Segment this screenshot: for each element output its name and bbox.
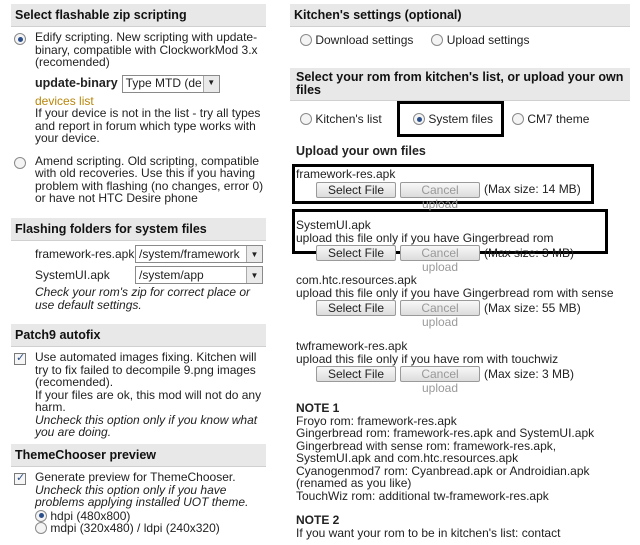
system-files-label: System files — [428, 112, 494, 126]
update-binary-value: Type MTD (de — [125, 76, 202, 91]
kitchens-list-option[interactable] — [300, 112, 382, 126]
max-size: (Max size: 3 MB) — [484, 245, 575, 260]
folder-row-systemui — [35, 266, 266, 284]
select-file-button[interactable]: Select File — [316, 300, 396, 316]
res-label: mdpi (320x480) / ldpi (240x320) — [50, 521, 220, 535]
themechooser-checkbox[interactable] — [14, 473, 26, 485]
select-file-button[interactable]: Select File — [316, 366, 396, 382]
upload-item-systemui — [296, 218, 630, 274]
note1-line: TouchWiz rom: additional tw-framework-res.apk — [296, 488, 549, 503]
res-option-mdpi — [35, 522, 266, 535]
patch9-text: Use automated images fixing. Kitchen will try to fix failed to decompile 9.png images (recomended). — [35, 350, 257, 389]
note2 — [296, 514, 630, 539]
chevron-down-icon: ▼ — [246, 267, 262, 283]
rom-select-panel — [290, 68, 630, 140]
note1-line: Froyo rom: framework-res.apk — [296, 413, 457, 428]
amend-text: Amend scripting. Old scripting, compatible with old recoveries. Use this if you having problem with flashing (no changes, error 0) or have not HTC Desire phone — [35, 153, 264, 205]
patch9-option — [11, 351, 266, 439]
update-binary-label: update-binary — [35, 76, 118, 91]
note1-line: Gingerbread with sense rom: framework-res.apk, SystemUI.apk and com.htc.resources.apk — [296, 438, 557, 465]
hdpi-radio[interactable] — [35, 510, 47, 522]
upload-list — [290, 167, 630, 395]
upload-settings-option[interactable] — [431, 33, 529, 47]
upload-title: Upload your own files — [296, 144, 426, 158]
upload-hint: upload this file only if you have Gingerbread rom with sense — [296, 285, 614, 300]
framework-folder-select[interactable] — [135, 245, 263, 263]
download-settings-option[interactable] — [300, 33, 413, 47]
themechooser-title: ThemeChooser preview — [11, 444, 266, 467]
note1-line: Cyanogenmod7 rom: Cyanbread.apk or Androidian.apk (renamed as you like) — [296, 463, 590, 490]
patch9-title: Patch9 autofix — [11, 324, 266, 347]
folders-title: Flashing folders for system files — [11, 218, 266, 241]
folder-value: /system/app — [139, 268, 204, 282]
edify-radio[interactable] — [14, 33, 26, 45]
cancel-upload-button[interactable]: Cancel upload — [400, 300, 480, 316]
folder-label: SystemUI.apk — [35, 268, 110, 282]
upload-item-framework — [296, 168, 630, 209]
cm7-theme-option[interactable] — [512, 112, 589, 126]
right-column — [290, 4, 630, 539]
zip-scripting-panel — [11, 4, 266, 210]
upload-hint: upload this file only if you have Gingerbread rom — [296, 230, 554, 245]
kitchen-settings-panel — [290, 4, 630, 60]
note1 — [296, 402, 630, 502]
res-label: hdpi (480x800) — [50, 508, 131, 523]
patch9-text2: If your files are ok, this mod will not do any harm. — [35, 387, 262, 414]
patch9-checkbox[interactable] — [14, 353, 26, 365]
note1-title: NOTE 1 — [296, 401, 340, 415]
folders-note: Check your rom's zip for correct place or use default settings. — [35, 285, 251, 312]
patch9-note: Uncheck this option only if you know what you are doing. — [35, 412, 258, 439]
rom-select-title: Select your rom from kitchen's list, or upload your own files — [290, 68, 630, 101]
folders-panel — [11, 218, 266, 318]
chevron-down-icon: ▼ — [246, 246, 262, 262]
chevron-down-icon: ▼ — [203, 76, 219, 92]
note2-text: If you want your rom to be in kitchen's list: contact — [296, 525, 561, 540]
max-size: (Max size: 55 MB) — [484, 300, 581, 315]
left-column — [11, 4, 266, 545]
systemui-folder-select[interactable] — [135, 266, 263, 284]
note2-title: NOTE 2 — [296, 513, 340, 527]
upload-file-name: twframework-res.apk — [296, 339, 408, 353]
download-settings-radio[interactable] — [300, 34, 312, 46]
amend-option — [11, 155, 266, 205]
kitchens-list-label: Kitchen's list — [315, 112, 382, 126]
upload-item-htc-resources — [296, 274, 630, 330]
edify-option — [11, 31, 266, 145]
upload-file-name: com.htc.resources.apk — [296, 273, 417, 287]
max-size: (Max size: 3 MB) — [484, 366, 575, 381]
system-files-radio[interactable] — [413, 113, 425, 125]
folder-label: framework-res.apk — [35, 246, 135, 261]
zip-scripting-title: Select flashable zip scripting — [11, 4, 266, 27]
edify-note: If your device is not in the list - try all types and report in forum which type works with your device. — [35, 106, 261, 145]
note1-line: Gingerbread rom: framework-res.apk and SystemUI.apk — [296, 426, 595, 440]
upload-settings-label: Upload settings — [446, 33, 530, 47]
cancel-upload-button[interactable]: Cancel upload — [400, 245, 480, 261]
folder-row-framework — [35, 245, 266, 263]
kitchen-settings-title: Kitchen's settings (optional) — [290, 4, 630, 27]
mdpi-radio[interactable] — [35, 522, 47, 534]
devices-list-link[interactable]: devices list — [35, 93, 94, 108]
update-binary-select[interactable] — [122, 75, 220, 93]
cancel-upload-button[interactable]: Cancel upload — [400, 366, 480, 382]
amend-radio[interactable] — [14, 157, 26, 169]
upload-hint: upload this file only if you have rom with touchwiz — [296, 351, 559, 366]
select-file-button[interactable]: Select File — [316, 182, 396, 198]
cm7-theme-radio[interactable] — [512, 113, 524, 125]
themechooser-panel — [11, 444, 266, 545]
upload-item-twframework — [296, 339, 630, 395]
themechooser-option — [11, 471, 266, 535]
edify-text: Edify scripting. New scripting with update-binary, compatible with ClockworkMod 3.x (recomended) — [35, 30, 258, 69]
max-size: (Max size: 14 MB) — [484, 182, 581, 197]
upload-file-name: SystemUI.apk — [296, 218, 371, 232]
kitchens-list-radio[interactable] — [300, 113, 312, 125]
upload-file-name: framework-res.apk — [296, 167, 396, 181]
upload-settings-radio[interactable] — [431, 34, 443, 46]
system-files-option[interactable] — [413, 112, 493, 126]
download-settings-label: Download settings — [315, 33, 414, 47]
cm7-theme-label: CM7 theme — [527, 112, 590, 126]
themechooser-text: Generate preview for ThemeChooser. — [35, 470, 236, 484]
themechooser-note: Uncheck this option only if you have problems applying installed UOT theme. — [35, 482, 249, 509]
patch9-panel — [11, 324, 266, 438]
folder-value: /system/framework — [139, 247, 240, 261]
select-file-button[interactable]: Select File — [316, 245, 396, 261]
cancel-upload-button[interactable]: Cancel upload — [400, 182, 480, 198]
